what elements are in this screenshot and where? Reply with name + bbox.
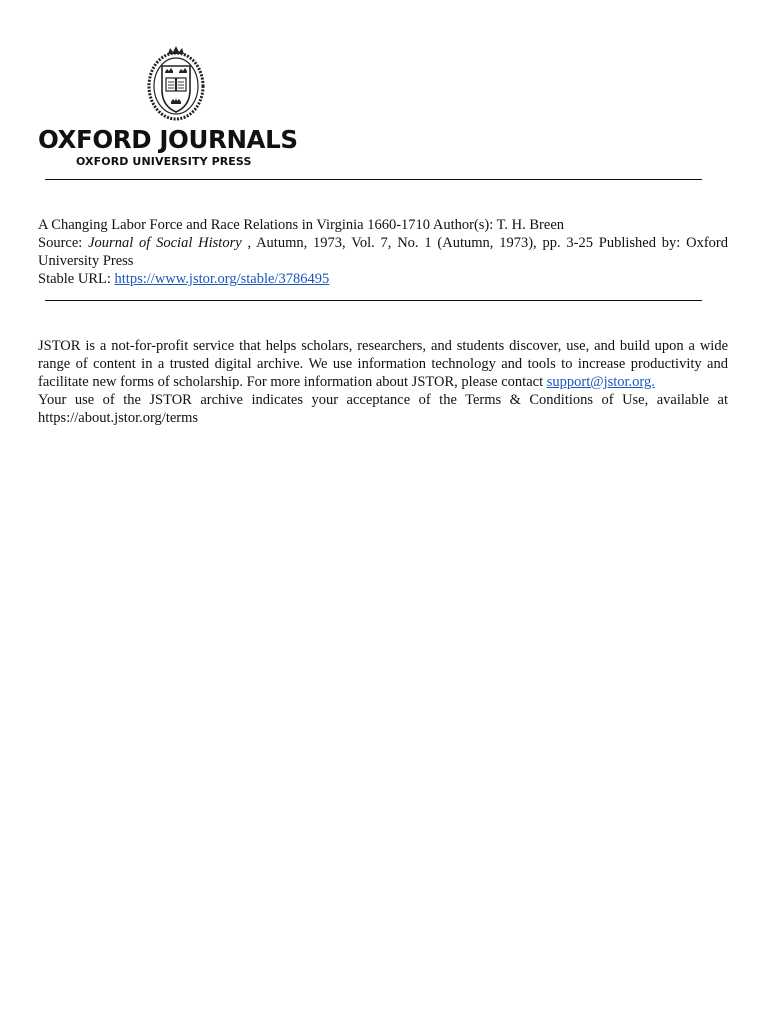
stable-url-label: Stable URL: (38, 271, 115, 287)
jstor-notice (38, 337, 728, 427)
journal-name: Journal of Social History (88, 235, 242, 251)
brand-title: OXFORD JOURNALS (38, 125, 298, 154)
top-divider (45, 179, 702, 180)
citation-stable-url (38, 270, 728, 288)
oxford-university-crest-icon (146, 44, 206, 122)
support-email-link[interactable]: support@jstor.org. (546, 374, 655, 390)
citation-title: A Changing Labor Force and Race Relations in Virginia 1660-1710 Author(s): T. H. Breen (38, 217, 565, 233)
middle-divider (45, 300, 702, 301)
stable-url-link[interactable]: https://www.jstor.org/stable/3786495 (114, 271, 330, 287)
notice-text: JSTOR is a not-for-profit service that helps scholars, researchers, and students discover, use, and build upon a wide range of content in a trusted digital archive. We use information technology and tools to increase productivity and facilitate new forms of scholarship. For more information about JSTOR, please contact (38, 338, 728, 390)
source-label: Source: (38, 235, 89, 251)
citation-source (38, 234, 728, 270)
publisher-logo (38, 44, 318, 172)
citation-block (38, 216, 728, 288)
notice-paragraph-1 (38, 337, 728, 391)
source-details: , Autumn, 1973, Vol. 7, No. 1 (Autumn, 1973), pp. 3-25 Published by: Oxford University Press (38, 235, 728, 269)
notice-paragraph-2: Your use of the JSTOR archive indicates your acceptance of the Terms & Conditions of Use, available at https://about.jstor.org/terms (38, 392, 728, 426)
brand-subtitle: OXFORD UNIVERSITY PRESS (76, 155, 252, 168)
